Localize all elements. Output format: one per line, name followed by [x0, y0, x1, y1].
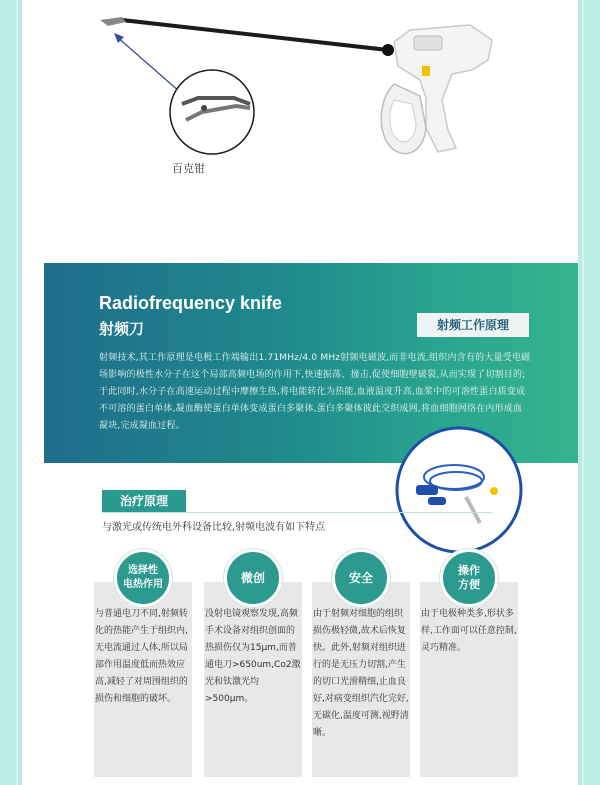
feature-1-title-line2: 电热作用 [123, 579, 163, 590]
cable-plug-right [428, 497, 446, 505]
banner-title-en: Radiofrequency knife [99, 293, 283, 313]
feature-1-title-line1: 选择性 [128, 565, 158, 576]
feature-circle-2 [224, 549, 282, 607]
feature-3-text: 由于射频对细胞的组织损伤极轻微,故术后恢复快。此外,射频对组织进行的是无压力切割,产生的切口光滑精细,止血良好,对病变组织汽化完好,无碳化,温度可测,视野清晰。 [313, 609, 409, 738]
cable-yellow-dot [490, 487, 498, 495]
principle-subtitle: 与激光或传统电外科设备比较,射频电波有如下特点 [102, 522, 326, 533]
banner-body-text: 射频技术,其工作原理是电极工作端输出1.71MHz/4.0 MHz射频电磁波,而非电流,组织内含有的大量受电磁场影响的极性水分子在这个局部高频电场的作用下,快速振荡、撞击,促使细胞壁破裂,从而实现了切割目的;于此同时,水分子在高速运动过程中摩擦生热,将电能转化为热能,血液温度升高,血浆中的可溶性蛋白质变成不可溶的蛋白单体,凝血酶使蛋白单体变成蛋白多聚体,蛋白多聚体彼此交织成网,将血细胞网络在内形成血凝块,完成凝血过程。 [99, 353, 531, 431]
banner-badge: 射频工作原理 [417, 313, 529, 337]
feature-3-title: 安全 [348, 571, 373, 585]
feature-2-text: 没射电镜观察发现,高频手术设备对组织创面的热损伤仅为15μm,而普通电刀>650um,Co2激光和钛激光均>500μm。 [205, 609, 301, 704]
feature-2-title: 微创 [240, 571, 265, 585]
instrument-window [414, 36, 442, 50]
feature-circle-1 [114, 549, 172, 607]
feature-4-title-line1: 操作 [458, 564, 480, 577]
principle-badge: 治疗原理 [102, 490, 186, 512]
electrode-cable-image [394, 425, 524, 555]
device-label: 百克钳 [172, 162, 205, 175]
feature-1-text: 与普通电刀不同,射频转化的热能产生于组织内,无电流通过人体,所以局部作用温度低而热效应高,减轻了对周围组织的损伤和细胞的破坏。 [95, 609, 188, 704]
zoom-pivot [201, 105, 207, 111]
feature-circle-3 [332, 549, 390, 607]
left-frame-border [0, 0, 22, 785]
feature-4-title-line2: 方便 [458, 578, 480, 591]
instrument-trigger-hole [390, 100, 416, 142]
instrument-tip [100, 17, 126, 26]
instrument-knob [382, 44, 394, 56]
principle-divider [102, 512, 492, 513]
bipolar-forceps-illustration [22, 0, 578, 200]
page [22, 0, 578, 785]
banner-title-cn: 射频刀 [99, 320, 145, 338]
pointer-line [116, 36, 180, 92]
cable-plug-left [416, 485, 438, 495]
instrument-yellow-button [422, 66, 430, 76]
feature-circle-4 [440, 549, 498, 607]
feature-4-text: 由于电极种类多,形状多样,工作面可以任意控制,灵巧精准。 [421, 609, 517, 653]
instrument-shaft [122, 20, 388, 50]
right-frame-border [578, 0, 600, 785]
